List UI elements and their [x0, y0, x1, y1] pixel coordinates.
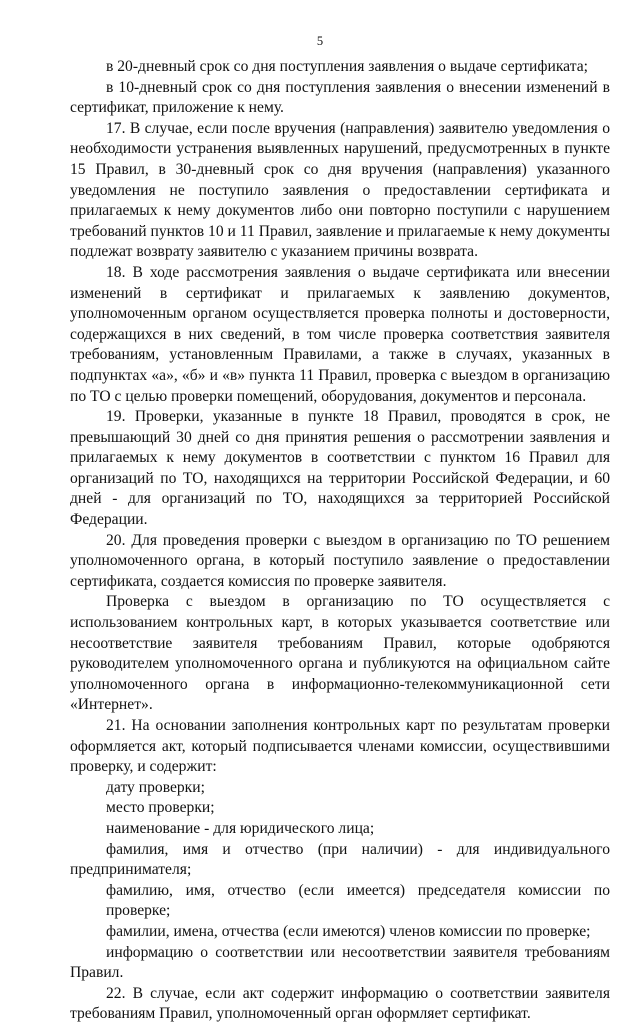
- list-item: фамилии, имена, отчества (если имеются) членов комиссии по проверке;: [106, 922, 591, 940]
- document-body: [70, 57, 610, 1025]
- list-item: фамилию, имя, отчество (если имеется) председателя комиссии по проверке;: [106, 881, 610, 920]
- paragraph-19: 19. Проверки, указанные в пункте 18 Правил, проводятся в срок, не превышающий 30 дней со дня принятия решения о рассмотрении заявления и прилагаемых к нему документов в соответствии с пунктом 16 Правил для организаций по ТО, находящихся на территории Российской Федерации, и 60 дней - для организаций по ТО, находящихся за территорией Российской Федерации.: [70, 408, 610, 529]
- paragraph: в 20-дневный срок со дня поступления заявления о выдаче сертификата;: [106, 58, 588, 75]
- paragraph-22: 22. В случае, если акт содержит информацию о соответствии заявителя требованиям Правил, уполномоченный орган оформляет сертификат.: [70, 984, 610, 1023]
- page-number: 5: [316, 34, 324, 48]
- paragraph-21: 21. На основании заполнения контрольных карт по результатам проверки оформляется акт, который подписывается членами комиссии, осуществившими проверку, и содержит:: [70, 717, 610, 776]
- list-item: фамилия, имя и отчество (при наличии) - для индивидуального предпринимателя;: [70, 840, 610, 879]
- list-item: дату проверки;: [106, 778, 205, 796]
- paragraph-17: 17. В случае, если после вручения (направления) заявителю уведомления о необходимости устранения выявленных нарушений, предусмотренных в пункте 15 Правил, в 30-дневный срок со дня вручения (направления) указанного уведомления не поступило заявления о предоставлении сертификата и прилагаемых к нему документов либо они повторно поступили с нарушением требований пунктов 10 и 11 Правил, заявление и прилагаемые к нему документы подлежат возврату заявителю с указанием причины возврата.: [70, 119, 610, 261]
- paragraph-18: 18. В ходе рассмотрения заявления о выдаче сертификата или внесении изменений в сертификат и прилагаемых к заявлению документов, уполномоченным органом осуществляется проверка полноты и достоверности, содержащихся в них сведений, в том числе проверка соответствия заявителя требованиям, установленным Правилами, а также в случаях, указанных в подпунктах «а», «б» и «в» пункта 11 Правил, проверка с выездом в организацию по ТО с целью проверки помещений, оборудования, документов и персонала.: [70, 263, 610, 405]
- list-item: наименование - для юридического лица;: [106, 819, 375, 837]
- paragraph-20: 20. Для проведения проверки с выездом в организацию по ТО решением уполномоченного органа, в который поступило заявление о предоставлении сертификата, создается комиссия по проверке заявителя.: [70, 531, 610, 590]
- list-item: информацию о соответствии или несоответствии заявителя требованиям Правил.: [70, 943, 610, 982]
- paragraph: Проверка с выездом в организацию по ТО осуществляется с использованием контрольных карт, в которых указывается соответствие или несоответствие заявителя требованиям Правил, которые одобряются руководителем уполномоченного органа и публикуются на официальном сайте уполномоченного органа в информационно-телекоммуникационной сети «Интернет».: [70, 593, 610, 714]
- paragraph: в 10-дневный срок со дня поступления заявления о внесении изменений в сертификат, приложение к нему.: [70, 78, 610, 117]
- list-item: место проверки;: [106, 799, 215, 817]
